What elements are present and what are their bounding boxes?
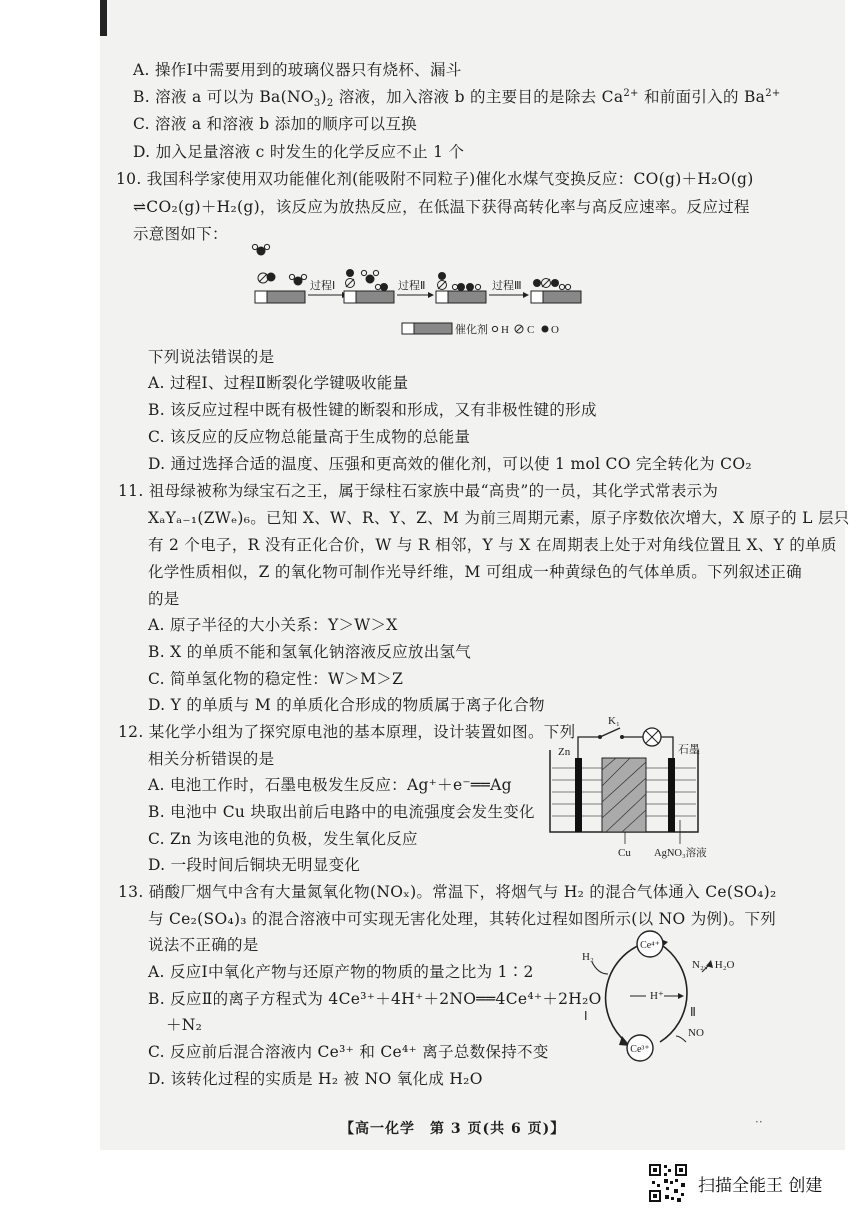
q9-option-b: B. 溶液 a 可以为 $Ba(NO_3)_2$ 溶液，加入溶液 b 的主要目的是除去 $Ca^{2+}$ 和前面引入的 $Ba^{2+}$ [133, 87, 781, 110]
legend-catalyst-icon [402, 323, 452, 334]
footer-dots: ·· [755, 1115, 763, 1129]
q12-galvanic-cell-diagram [540, 710, 710, 862]
q10-stem-line1: 10. 我国科学家使用双功能催化剂(能吸附不同粒子)催化水煤气变换反应：CO(g)＋H₂O(g) [116, 170, 754, 188]
process-1-label: 过程Ⅰ [310, 280, 336, 292]
q13-stem-line2: 与 Ce₂(SO₄)₃ 的混合溶液中可实现无害化处理，其转化过程如图所示(以 NO 为例)。下列 [148, 910, 777, 928]
q11-option-a: A. 原子半径的大小关系：Y＞W＞X [148, 616, 398, 634]
legend-h-icon [492, 326, 497, 331]
switch-k1-icon [600, 728, 620, 737]
q10-stem-line2: ⇌CO₂(g)＋H₂(g)，该反应为放热反应，在低温下获得高转化率与高反应速率。反应过程 [133, 198, 750, 216]
q10-option-b: B. 该反应过程中既有极性键的断裂和形成，又有非极性键的形成 [148, 401, 597, 419]
q13-stem-line3: 说法不正确的是 [148, 936, 259, 954]
q9-option-d: D. 加入足量溶液 c 时发生的化学反应不止 1 个 [133, 143, 465, 161]
legend-o-icon [542, 326, 549, 333]
q13-option-d: D. 该转化过程的实质是 H₂ 被 NO 氧化成 H₂O [148, 1070, 483, 1088]
q11-stem-line3: 有 2 个电子，R 没有正化合价，W 与 R 相邻，Y 与 X 在周期表上处于对角线位置且 X、Y 的单质 [148, 536, 837, 554]
watermark-text: 扫描全能王 创建 [698, 1175, 823, 1196]
reaction-ii-arc [660, 944, 687, 1042]
h2-label: H₂ [582, 951, 594, 963]
page-footer: 【高一化学 第 3 页(共 6 页)】 [340, 1121, 566, 1137]
q9-option-c: C. 溶液 a 和溶液 b 添加的顺序可以互换 [133, 115, 417, 133]
q9-option-a: A. 操作Ⅰ中需要用到的玻璃仪器只有烧杯、漏斗 [133, 61, 462, 79]
ce3-label: Ce³⁺ [630, 1044, 650, 1055]
products-label: N₂、H₂O [692, 959, 735, 971]
legend-catalyst-label: 催化剂 [455, 324, 488, 336]
reaction-ii-label: Ⅱ [690, 1005, 696, 1019]
q10-option-d: D. 通过选择合适的温度、压强和更高效的催化剂，可以使 1 mol CO 完全转化为 CO₂ [148, 455, 752, 473]
q12-stem-line1: 12. 某化学小组为了探究原电池的基本原理，设计装置如图。下列 [118, 723, 576, 741]
q11-stem-line2: XₐYₐ₋₁(ZWₑ)₆。已知 X、W、R、Y、Z、M 为前三周期元素，原子序数依次增大，X 原子的 L 层只 [148, 509, 850, 527]
graphite-electrode [668, 758, 675, 832]
scanner-watermark [648, 1163, 822, 1203]
q10-question: 下列说法错误的是 [148, 348, 275, 366]
q10-option-c: C. 该反应的反应物总能量高于生成物的总能量 [148, 428, 471, 446]
catalyst-icon [255, 291, 305, 303]
cu-label: Cu [618, 847, 631, 859]
q11-option-c: C. 简单氢化物的稳定性：W＞M＞Z [148, 670, 404, 688]
co-molecule-icon [258, 273, 276, 284]
process-3-label: 过程Ⅲ [492, 280, 522, 292]
q11-stem-line5: 的是 [148, 590, 180, 608]
q10-stem-line3: 示意图如下： [133, 225, 228, 243]
q11-option-b: B. X 的单质不能和氢氧化钠溶液反应放出氢气 [148, 643, 472, 661]
zn-label: Zn [558, 746, 571, 758]
q12-option-c: C. Zn 为该电池的负极，发生氧化反应 [148, 830, 418, 848]
q12-stem-line2: 相关分析错误的是 [148, 750, 275, 768]
no-label: NO [688, 1027, 704, 1039]
q13-option-c: C. 反应前后混合溶液内 Ce³⁺ 和 Ce⁴⁺ 离子总数保持不变 [148, 1043, 549, 1061]
reaction-i-label: Ⅰ [584, 1009, 588, 1023]
catalyst-icon [436, 291, 486, 303]
q10-reaction-diagram [250, 243, 600, 343]
water-molecule-icon [252, 244, 269, 255]
q13-option-b-line2: ＋N₂ [166, 1016, 203, 1034]
q13-stem-line1: 13. 硝酸厂烟气中含有大量氮氧化物(NOₓ)。常温下，将烟气与 H₂ 的混合气体通入 Ce(SO₄)₂ [118, 883, 777, 901]
legend-o-label: O [551, 324, 559, 336]
q12-option-d: D. 一段时间后铜块无明显变化 [148, 856, 361, 874]
catalyst-icon [344, 291, 394, 303]
reaction-i-arc [606, 944, 642, 1042]
q11-stem-line1: 11. 祖母绿被称为绿宝石之王，属于绿柱石家族中最“高贵”的一员，其化学式常表示为 [118, 482, 719, 500]
process-2-label: 过程Ⅱ [398, 280, 426, 292]
q13-cycle-diagram [574, 924, 764, 1064]
water-molecule-icon [289, 274, 306, 285]
qr-code-icon [648, 1163, 688, 1203]
q13-option-b-line1: B. 反应Ⅱ的离子方程式为 4Ce³⁺＋4H⁺＋2NO══4Ce⁴⁺＋2H₂O [148, 990, 602, 1008]
q11-option-d: D. Y 的单质与 M 的单质化合形成的物质属于离子化合物 [148, 696, 545, 714]
cu-block [602, 758, 646, 832]
hplus-label: H⁺ [650, 990, 664, 1002]
q13-option-a: A. 反应Ⅰ中氧化产物与还原产物的物质的量之比为 1∶2 [148, 963, 534, 981]
bulb-icon [643, 728, 661, 746]
ce4-label: Ce⁴⁺ [640, 940, 660, 951]
agno3-label: AgNO₃溶液 [654, 848, 707, 859]
legend-c-label: C [527, 324, 535, 336]
q12-option-a: A. 电池工作时，石墨电极发生反应：Ag⁺＋e⁻══Ag [148, 776, 512, 794]
legend-h-label: H [501, 324, 509, 336]
catalyst-icon [531, 291, 581, 303]
zn-electrode [575, 758, 582, 832]
q11-stem-line4: 化学性质相似，Z 的氧化物可制作光导纤维，M 可组成一种黄绿色的气体单质。下列叙述正确 [148, 563, 802, 581]
scan-edge [100, 0, 107, 36]
k1-label: K₁ [608, 715, 620, 727]
q12-option-b: B. 电池中 Cu 块取出前后电路中的电流强度会发生变化 [148, 803, 535, 821]
q10-option-a: A. 过程Ⅰ、过程Ⅱ断裂化学键吸收能量 [148, 374, 409, 392]
graphite-label: 石墨 [678, 744, 700, 756]
